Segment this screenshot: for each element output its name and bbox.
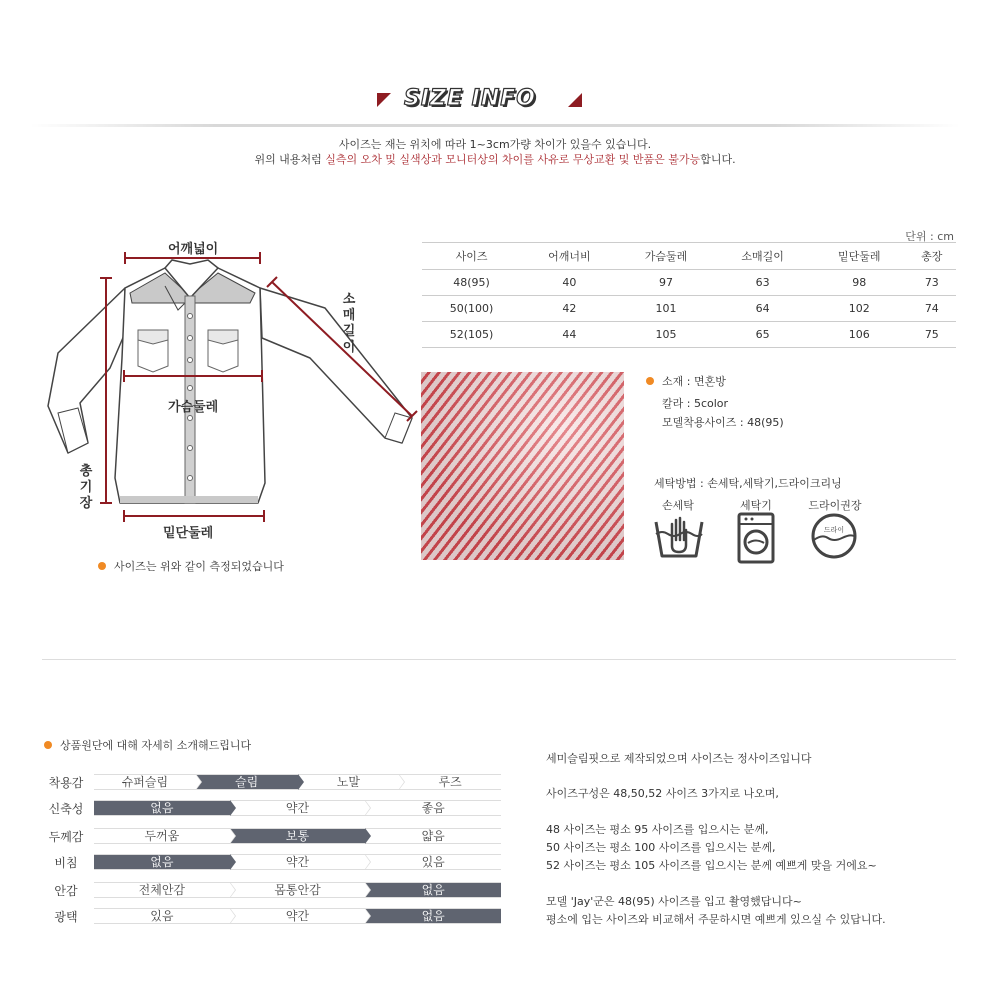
desc-line-7: 평소에 입는 사이즈와 비교해서 주문하시면 예쁘게 있으실 수 있답니다.	[546, 913, 886, 926]
detail-option: 있음	[94, 909, 230, 923]
table-row: 52(105) 44 105 65 106 75	[422, 322, 956, 348]
detail-row-label: 두께감	[48, 830, 84, 844]
detail-option-selected: 없음	[365, 883, 501, 897]
desc-line-5: 52 사이즈는 평소 105 사이즈를 입으시는 분께 예쁘게 맞을 거에요~	[546, 859, 877, 872]
unit-label: 단위 : cm	[905, 230, 954, 243]
detail-row-label: 신축성	[48, 802, 84, 816]
hand-wash-icon	[654, 512, 704, 562]
chevron-right-icon	[365, 883, 370, 897]
bullet-icon	[646, 377, 654, 385]
detail-scale-bar	[94, 800, 501, 816]
chevron-right-icon	[365, 909, 370, 923]
washing-machine-icon	[737, 512, 775, 564]
detail-option: 노말	[298, 775, 400, 789]
title-left-triangle-icon	[377, 93, 391, 107]
bullet-icon	[98, 562, 106, 570]
detail-scale-bar	[94, 828, 501, 844]
detail-row	[44, 828, 501, 844]
material-info: 소재 : 면혼방	[646, 373, 726, 389]
details-heading: 상품원단에 대해 자세히 소개해드립니다	[44, 737, 251, 753]
detail-option: 두꺼움	[94, 829, 230, 843]
chest-label: 가슴둘레	[168, 400, 219, 415]
chevron-right-icon	[196, 775, 201, 789]
measure-note: 사이즈는 위와 같이 측정되었습니다	[98, 558, 284, 574]
desc-line-6: 모델 'Jay'군은 48(95) 사이즈를 입고 촬영했답니다~	[546, 895, 802, 908]
detail-row-label: 착용감	[48, 776, 84, 790]
fabric-swatch-image	[421, 372, 624, 560]
detail-option: 약간	[230, 855, 366, 869]
detail-option-selected: 없음	[94, 855, 230, 869]
shoulder-label: 어깨넓이	[168, 242, 219, 257]
detail-row	[44, 854, 501, 870]
chevron-right-icon	[365, 829, 370, 843]
desc-line-1: 세미슬림핏으로 제작되었으며 사이즈는 정사이즈입니다	[546, 752, 812, 765]
detail-row	[44, 882, 501, 898]
detail-row-label: 안감	[54, 884, 78, 898]
detail-option: 전체안감	[94, 883, 230, 897]
dry-clean-icon-text: 드라이	[823, 526, 845, 534]
title-divider	[30, 124, 960, 127]
detail-option-selected: 보통	[230, 829, 366, 843]
wash-method: 세탁방법 : 손세탁,세탁기,드라이크리닝	[654, 477, 842, 490]
chevron-right-icon	[298, 775, 303, 789]
detail-scale-bar	[94, 774, 501, 790]
detail-option: 약간	[230, 909, 366, 923]
detail-row-label: 비침	[54, 856, 78, 870]
detail-row	[44, 908, 501, 924]
detail-option: 몸통안감	[230, 883, 366, 897]
notice-line-2: 위의 내용처럼 실측의 오차 및 실색상과 모니터상의 차이를 사유로 무상교환 및 반품은 불가능합니다.	[254, 153, 736, 166]
detail-option-selected: 슬림	[196, 775, 298, 789]
page-title: SIZE INFO	[404, 86, 536, 111]
dry-clean-label: 드라이권장	[808, 499, 862, 512]
detail-option-selected: 없음	[365, 909, 501, 923]
chevron-right-icon	[230, 909, 235, 923]
size-table-header: 사이즈 어깨너비 가슴둘레 소매길이 밑단둘레 총장	[422, 243, 956, 270]
chevron-right-icon	[365, 855, 370, 869]
detail-option: 있음	[421, 855, 445, 869]
title-right-triangle-icon	[568, 93, 582, 107]
chevron-right-icon	[399, 775, 404, 789]
detail-option-selected: 없음	[94, 801, 230, 815]
dry-clean-icon	[810, 512, 858, 560]
hem-label: 밑단둘레	[163, 526, 214, 541]
notice-warning: 실측의 오차 및 실색상과 모니터상의 차이를 사유로 무상교환 및 반품은 불가능	[325, 153, 701, 166]
model-size-info: 모델착용사이즈 : 48(95)	[662, 416, 784, 429]
detail-row	[44, 800, 501, 816]
chevron-right-icon	[230, 801, 235, 815]
machine-wash-label: 세탁기	[740, 499, 772, 512]
detail-option: 좋음	[421, 801, 445, 815]
chevron-right-icon	[365, 801, 370, 815]
size-table	[422, 242, 956, 348]
detail-scale-bar	[94, 882, 501, 898]
hand-wash-label: 손세탁	[662, 499, 694, 512]
chevron-right-icon	[230, 883, 235, 897]
detail-option: 얇음	[421, 829, 445, 843]
bullet-icon	[44, 741, 52, 749]
detail-row-label: 광택	[54, 910, 78, 924]
detail-scale-bar	[94, 908, 501, 924]
desc-line-3: 48 사이즈는 평소 95 사이즈를 입으시는 분께,	[546, 823, 769, 836]
detail-option: 약간	[230, 801, 366, 815]
detail-option: 루즈	[438, 775, 462, 789]
color-info: 칼라 : 5color	[662, 397, 729, 410]
desc-line-2: 사이즈구성은 48,50,52 사이즈 3가지로 나오며,	[546, 787, 779, 800]
detail-scale-bar	[94, 854, 501, 870]
shirt-diagram	[40, 238, 430, 538]
chevron-right-icon	[230, 829, 235, 843]
chevron-right-icon	[230, 855, 235, 869]
length-label: 총기장	[79, 464, 93, 511]
detail-option: 슈퍼슬림	[94, 775, 196, 789]
notice-line-1: 사이즈는 재는 위치에 따라 1~3cm가량 차이가 있을수 있습니다.	[338, 138, 652, 151]
desc-line-4: 50 사이즈는 평소 100 사이즈를 입으시는 분께,	[546, 841, 776, 854]
size-info-title	[0, 86, 990, 116]
sleeve-label: 소매길이	[342, 292, 356, 355]
detail-row	[44, 774, 501, 790]
table-row: 48(95) 40 97 63 98 73	[422, 270, 956, 296]
section-divider	[42, 659, 956, 660]
table-row: 50(100) 42 101 64 102 74	[422, 296, 956, 322]
